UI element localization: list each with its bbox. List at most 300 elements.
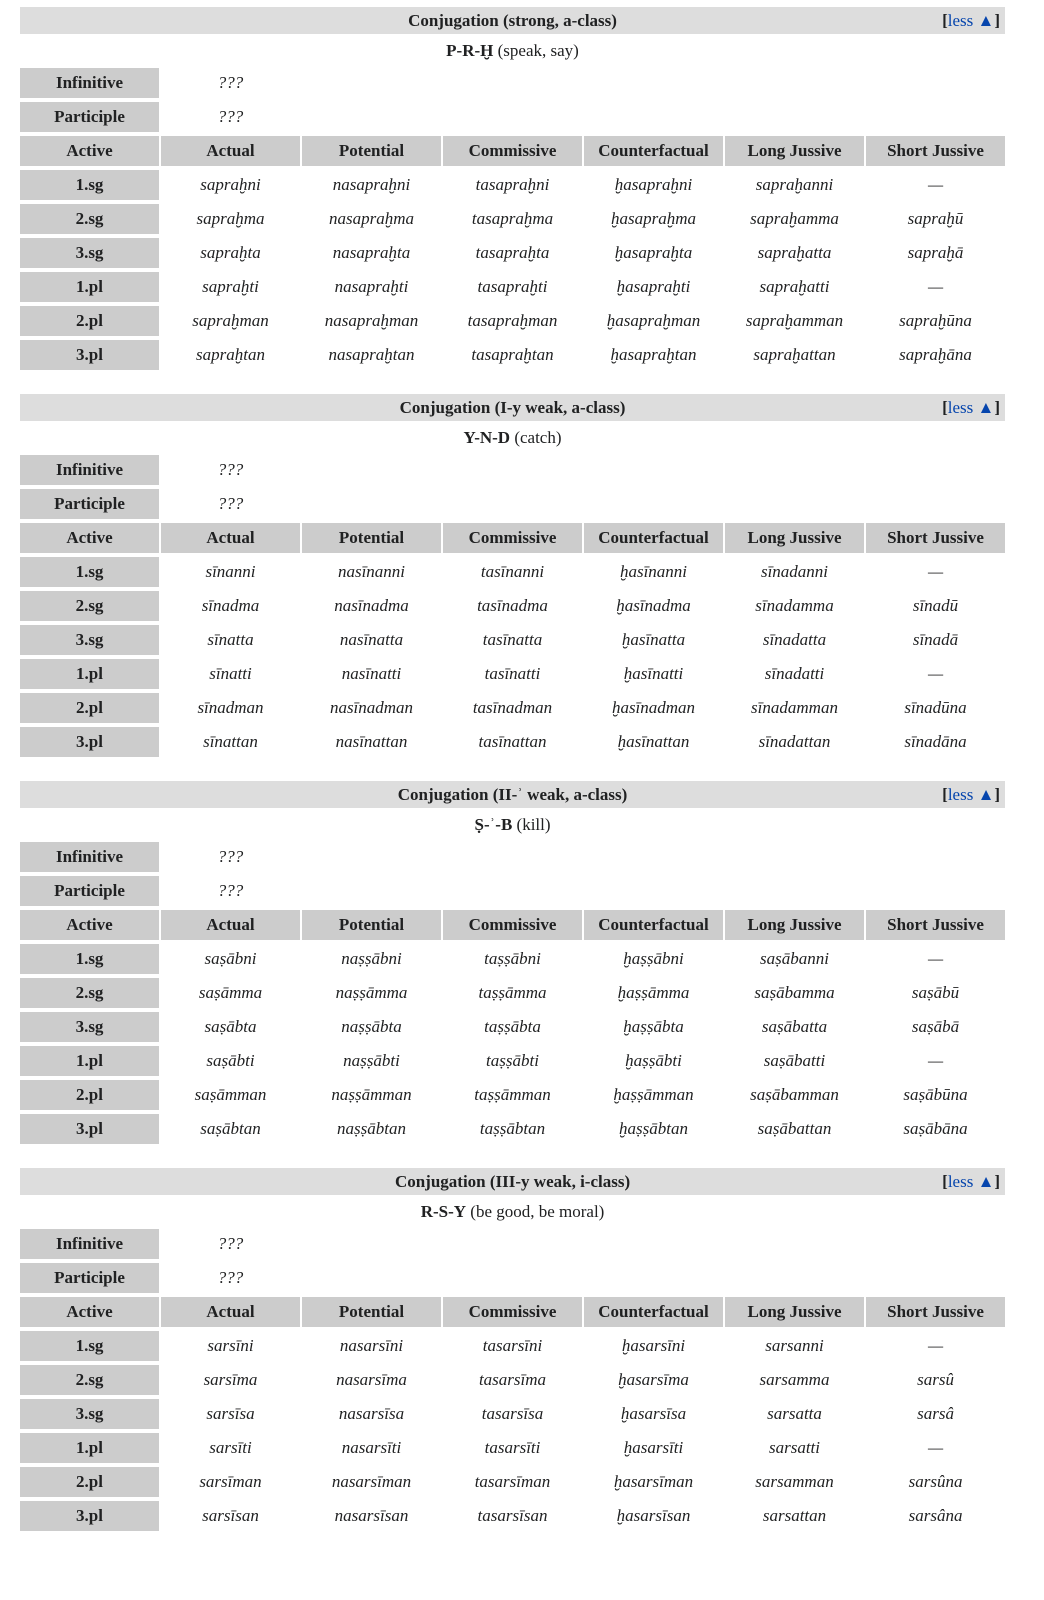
verb-form: saṣābamma <box>754 983 835 1002</box>
verb-form: saṣāmman <box>194 1085 267 1104</box>
verb-form: ḫasarsīma <box>618 1370 689 1389</box>
triangle-up-icon[interactable]: ▲ <box>977 11 995 30</box>
verb-form: sīnanni <box>205 562 256 581</box>
active-label: Active <box>20 523 159 553</box>
person-label: 2.pl <box>20 306 159 336</box>
verb-form: tasīnanni <box>480 562 545 581</box>
column-header-row <box>20 136 1005 166</box>
column-header: Potential <box>302 136 441 166</box>
person-row <box>20 659 1005 689</box>
person-row <box>20 1433 1005 1463</box>
column-header: Commissive <box>443 1297 582 1327</box>
verb-form: nasapraḫma <box>328 209 414 228</box>
verb-form: sarsīma <box>203 1370 258 1389</box>
table-title <box>20 7 1005 34</box>
verb-form: — <box>927 1051 944 1070</box>
column-header: Potential <box>302 523 441 553</box>
verb-form: tasarsīni <box>482 1336 543 1355</box>
verb-form: naṣṣāmma <box>335 983 408 1002</box>
verb-form: saṣābta <box>204 1017 257 1036</box>
table-title-text: Conjugation (II-ʾ weak, a-class) <box>397 784 628 804</box>
column-header: Actual <box>161 910 300 940</box>
participle-label: Participle <box>20 102 159 132</box>
verb-form: — <box>927 562 944 581</box>
verb-form: sīnadāna <box>904 732 967 751</box>
person-row <box>20 1046 1005 1076</box>
participle-value: ??? <box>217 1268 244 1287</box>
verb-form: sarsanni <box>765 1336 824 1355</box>
verb-form: ḫasarsīsa <box>620 1404 687 1423</box>
verb-form: ḫaṣṣāmma <box>617 983 690 1002</box>
table-title <box>20 394 1005 421</box>
person-row <box>20 693 1005 723</box>
person-row <box>20 727 1005 757</box>
verb-form: sīnadatta <box>762 630 827 649</box>
column-header-row <box>20 910 1005 940</box>
verb-form: sarsamman <box>755 1472 834 1491</box>
verb-form: sarsīsa <box>206 1404 255 1423</box>
verb-form: nasīnatti <box>341 664 402 683</box>
person-row <box>20 1501 1005 1531</box>
verb-form: tasapraḫtan <box>471 345 554 364</box>
participle-label: Participle <box>20 489 159 519</box>
verb-form: ḫasapraḫta <box>614 243 693 262</box>
infinitive-value: ??? <box>217 460 244 479</box>
person-row <box>20 170 1005 200</box>
collapse-toggle[interactable]: [less ▲] <box>942 398 1001 417</box>
verb-form: sīnadattan <box>758 732 831 751</box>
participle-value: ??? <box>217 107 244 126</box>
verb-form: saṣābū <box>911 983 960 1002</box>
person-label: 1.pl <box>20 1433 159 1463</box>
person-label: 3.sg <box>20 1399 159 1429</box>
infinitive-row <box>20 842 1005 872</box>
verb-form: sapraḫattan <box>753 345 836 364</box>
verb-form: saṣābamman <box>750 1085 839 1104</box>
person-row <box>20 204 1005 234</box>
triangle-up-icon[interactable]: ▲ <box>977 1172 995 1191</box>
person-label: 1.pl <box>20 1046 159 1076</box>
verb-form: ḫasarsīman <box>613 1472 694 1491</box>
person-row <box>20 272 1005 302</box>
active-label: Active <box>20 1297 159 1327</box>
verb-form: nasapraḫti <box>334 277 409 296</box>
verb-form: sarsû <box>917 1370 954 1389</box>
person-row <box>20 1467 1005 1497</box>
verb-form: ḫaṣṣābta <box>623 1017 684 1036</box>
verb-form: ḫaṣṣābni <box>623 949 684 968</box>
empty-cell <box>302 876 1005 906</box>
empty-cell <box>302 842 1005 872</box>
infinitive-label: Infinitive <box>20 68 159 98</box>
verb-form: sapraḫma <box>196 209 265 228</box>
less-link[interactable]: less <box>947 398 974 417</box>
verb-form: nasarsīni <box>339 1336 404 1355</box>
person-label: 3.sg <box>20 238 159 268</box>
table-title-text: Conjugation (strong, a-class) <box>408 10 617 30</box>
verb-form: sīnadūna <box>904 698 967 717</box>
verb-form: sarsīman <box>199 1472 262 1491</box>
verb-form: saṣābā <box>911 1017 960 1036</box>
verb-form: sīnadā <box>912 630 959 649</box>
person-label: 1.sg <box>20 1331 159 1361</box>
title-row <box>20 1168 1005 1195</box>
person-label: 3.sg <box>20 625 159 655</box>
verb-form: — <box>927 949 944 968</box>
root-gloss: (be good, be moral) <box>466 1202 605 1221</box>
verb-form: saṣābni <box>204 949 257 968</box>
verb-form: saṣābti <box>206 1051 255 1070</box>
title-row <box>20 7 1005 34</box>
column-header: Actual <box>161 1297 300 1327</box>
verb-root <box>20 425 1005 451</box>
root-gloss: (speak, say) <box>493 41 579 60</box>
column-header: Potential <box>302 910 441 940</box>
verb-form: nasarsīsan <box>334 1506 409 1525</box>
person-row <box>20 1080 1005 1110</box>
verb-form: sapraḫni <box>200 175 261 194</box>
person-row <box>20 978 1005 1008</box>
verb-form: sīnadman <box>197 698 264 717</box>
verb-form: ḫasarsīni <box>621 1336 686 1355</box>
participle-row <box>20 1263 1005 1293</box>
verb-form: taṣṣāmma <box>478 983 547 1002</box>
verb-form: — <box>927 277 944 296</box>
person-label: 2.pl <box>20 693 159 723</box>
verb-form: sapraḫatta <box>757 243 832 262</box>
verb-form: sīnadatti <box>764 664 825 683</box>
verb-form: sarsattan <box>762 1506 827 1525</box>
conjugation-table <box>18 390 1007 761</box>
person-label: 3.sg <box>20 1012 159 1042</box>
infinitive-value: ??? <box>217 847 244 866</box>
verb-form: ḫasapraḫni <box>614 175 693 194</box>
person-label: 3.pl <box>20 340 159 370</box>
column-header: Short Jussive <box>866 1297 1005 1327</box>
verb-form: sīnattan <box>203 732 258 751</box>
verb-form: sarsûna <box>908 1472 963 1491</box>
person-row <box>20 625 1005 655</box>
empty-cell <box>302 489 1005 519</box>
empty-cell <box>302 455 1005 485</box>
root-letters: P-R-Ḫ <box>446 41 494 60</box>
person-label: 1.sg <box>20 557 159 587</box>
less-link[interactable]: less <box>947 11 974 30</box>
conjugation-table <box>18 777 1007 1148</box>
verb-form: sapraḫta <box>200 243 261 262</box>
verb-form: naṣṣābni <box>341 949 402 968</box>
conjugation-table <box>18 3 1007 374</box>
infinitive-label: Infinitive <box>20 455 159 485</box>
verb-form: saṣābattan <box>757 1119 832 1138</box>
verb-form: sīnadamma <box>755 596 834 615</box>
person-row <box>20 238 1005 268</box>
verb-form: sapraḫtan <box>196 345 265 364</box>
verb-root <box>20 1199 1005 1225</box>
collapse-toggle[interactable]: [less ▲] <box>942 11 1001 30</box>
verb-form: tasarsīsa <box>481 1404 544 1423</box>
verb-form: saṣābatti <box>763 1051 826 1070</box>
verb-form: taṣṣābta <box>484 1017 541 1036</box>
participle-value: ??? <box>217 494 244 513</box>
verb-form: naṣṣābti <box>343 1051 400 1070</box>
person-label: 2.pl <box>20 1080 159 1110</box>
person-label: 1.sg <box>20 944 159 974</box>
root-row <box>20 812 1005 838</box>
verb-form: tasarsīma <box>478 1370 547 1389</box>
column-header: Counterfactual <box>584 910 723 940</box>
participle-row <box>20 876 1005 906</box>
verb-form: saṣābūna <box>903 1085 968 1104</box>
verb-form: nasīnattan <box>335 732 408 751</box>
verb-form: ḫasīnanni <box>619 562 688 581</box>
person-row <box>20 1331 1005 1361</box>
verb-form: saṣāmma <box>198 983 263 1002</box>
verb-form: sapraḫamman <box>745 311 844 330</box>
active-label: Active <box>20 136 159 166</box>
verb-form: — <box>927 1438 944 1457</box>
person-label: 1.pl <box>20 659 159 689</box>
verb-form: sarsatti <box>768 1438 821 1457</box>
column-header-row <box>20 1297 1005 1327</box>
verb-form: taṣṣābni <box>484 949 541 968</box>
person-row <box>20 306 1005 336</box>
triangle-up-icon[interactable]: ▲ <box>977 398 995 417</box>
verb-form: tasīnadma <box>477 596 548 615</box>
verb-form: sapraḫāna <box>899 345 972 364</box>
participle-label: Participle <box>20 876 159 906</box>
verb-form: taṣṣāmman <box>474 1085 551 1104</box>
infinitive-row <box>20 455 1005 485</box>
verb-form: ḫasīnatti <box>623 664 684 683</box>
verb-form: sīnatti <box>209 664 252 683</box>
person-row <box>20 340 1005 370</box>
column-header: Long Jussive <box>725 136 864 166</box>
verb-form: saṣābāna <box>903 1119 968 1138</box>
participle-row <box>20 489 1005 519</box>
column-header: Counterfactual <box>584 523 723 553</box>
title-row <box>20 781 1005 808</box>
verb-form: naṣṣābtan <box>337 1119 406 1138</box>
verb-form: nasīnadman <box>329 698 414 717</box>
column-header: Long Jussive <box>725 1297 864 1327</box>
verb-form: ḫasīnattan <box>617 732 690 751</box>
verb-form: tasapraḫman <box>467 311 558 330</box>
root-gloss: (catch) <box>510 428 562 447</box>
verb-form: ḫasīnadman <box>611 698 696 717</box>
active-label: Active <box>20 910 159 940</box>
column-header: Actual <box>161 136 300 166</box>
column-header: Short Jussive <box>866 136 1005 166</box>
verb-form: sarsâ <box>917 1404 954 1423</box>
column-header: Actual <box>161 523 300 553</box>
person-row <box>20 1114 1005 1144</box>
verb-form: saṣābanni <box>760 949 829 968</box>
verb-form: tasarsīti <box>484 1438 541 1457</box>
column-header: Commissive <box>443 523 582 553</box>
verb-form: tasapraḫta <box>475 243 550 262</box>
table-title <box>20 1168 1005 1195</box>
root-letters: Y-N-D <box>463 428 511 447</box>
verb-form: sapraḫti <box>202 277 259 296</box>
verb-form: sarsīti <box>209 1438 252 1457</box>
table-title <box>20 781 1005 808</box>
verb-form: sapraḫā <box>907 243 964 262</box>
verb-form: tasapraḫma <box>471 209 554 228</box>
empty-cell <box>302 68 1005 98</box>
verb-form: tasapraḫni <box>475 175 550 194</box>
verb-form: sarsamma <box>759 1370 830 1389</box>
verb-root <box>20 812 1005 838</box>
verb-form: saṣābatta <box>761 1017 828 1036</box>
participle-label: Participle <box>20 1263 159 1293</box>
title-row <box>20 394 1005 421</box>
verb-form: — <box>927 1336 944 1355</box>
verb-form: sarsâna <box>908 1506 963 1525</box>
root-gloss: (kill) <box>512 815 551 834</box>
column-header: Counterfactual <box>584 1297 723 1327</box>
collapse-toggle[interactable]: [less ▲] <box>942 785 1001 804</box>
person-row <box>20 944 1005 974</box>
verb-root <box>20 38 1005 64</box>
verb-form: sapraḫman <box>192 311 269 330</box>
collapse-toggle[interactable]: [less ▲] <box>942 1172 1001 1191</box>
infinitive-label: Infinitive <box>20 842 159 872</box>
verb-form: nasapraḫman <box>324 311 419 330</box>
infinitive-label: Infinitive <box>20 1229 159 1259</box>
verb-form: ḫasapraḫman <box>606 311 701 330</box>
person-label: 1.pl <box>20 272 159 302</box>
verb-form: tasarsīsan <box>477 1506 548 1525</box>
verb-form: sīnadanni <box>760 562 829 581</box>
verb-form: — <box>927 664 944 683</box>
table-title-text: Conjugation (I-y weak, a-class) <box>399 397 626 417</box>
verb-form: ḫaṣṣābti <box>625 1051 682 1070</box>
column-header: Counterfactual <box>584 136 723 166</box>
verb-form: ḫasarsīti <box>623 1438 684 1457</box>
column-header: Long Jussive <box>725 910 864 940</box>
infinitive-value: ??? <box>217 73 244 92</box>
participle-row <box>20 102 1005 132</box>
root-letters: R-S-Y <box>420 1202 467 1221</box>
root-row <box>20 38 1005 64</box>
conjugation-table <box>18 1164 1007 1535</box>
verb-form: ḫasīnatta <box>621 630 686 649</box>
verb-form: tasīnatti <box>484 664 541 683</box>
triangle-up-icon[interactable]: ▲ <box>977 785 995 804</box>
column-header: Short Jussive <box>866 910 1005 940</box>
verb-form: nasarsīsa <box>338 1404 405 1423</box>
verb-form: sīnadamman <box>751 698 838 717</box>
person-label: 2.sg <box>20 591 159 621</box>
table-title-text: Conjugation (III-y weak, i-class) <box>394 1171 631 1191</box>
verb-form: taṣṣābtan <box>479 1119 546 1138</box>
column-header-row <box>20 523 1005 553</box>
verb-form: ḫaṣṣābtan <box>619 1119 688 1138</box>
person-row <box>20 591 1005 621</box>
root-row <box>20 425 1005 451</box>
verb-form: sīnadma <box>201 596 260 615</box>
person-row <box>20 557 1005 587</box>
verb-form: saṣābtan <box>200 1119 261 1138</box>
verb-form: nasapraḫtan <box>328 345 415 364</box>
person-label: 2.sg <box>20 1365 159 1395</box>
person-row <box>20 1012 1005 1042</box>
verb-form: nasīnanni <box>337 562 406 581</box>
verb-form: sīnadū <box>912 596 959 615</box>
verb-form: nasapraḫta <box>332 243 411 262</box>
column-header: Long Jussive <box>725 523 864 553</box>
verb-form: ḫasapraḫti <box>616 277 691 296</box>
person-label: 1.sg <box>20 170 159 200</box>
verb-form: sarsatta <box>767 1404 822 1423</box>
person-label: 2.pl <box>20 1467 159 1497</box>
root-letters: Ṣ-ʾ-B <box>474 815 513 834</box>
verb-form: nasīnatta <box>339 630 404 649</box>
verb-form: naṣṣābta <box>341 1017 402 1036</box>
verb-form: ḫaṣṣāmman <box>613 1085 694 1104</box>
verb-form: sapraḫatti <box>759 277 830 296</box>
person-label: 3.pl <box>20 1114 159 1144</box>
verb-form: tasīnatta <box>482 630 543 649</box>
person-label: 3.pl <box>20 1501 159 1531</box>
verb-form: ḫasarsīsan <box>616 1506 691 1525</box>
column-header: Potential <box>302 1297 441 1327</box>
infinitive-row <box>20 1229 1005 1259</box>
verb-form: sīnatta <box>207 630 254 649</box>
verb-form: ḫasapraḫma <box>610 209 696 228</box>
verb-form: — <box>927 175 944 194</box>
person-row <box>20 1399 1005 1429</box>
less-link[interactable]: less <box>947 1172 974 1191</box>
verb-form: nasapraḫni <box>332 175 411 194</box>
verb-form: sarsīsan <box>202 1506 259 1525</box>
verb-form: sapraḫūna <box>899 311 972 330</box>
person-label: 2.sg <box>20 978 159 1008</box>
verb-form: nasīnadma <box>334 596 409 615</box>
empty-cell <box>302 1263 1005 1293</box>
less-link[interactable]: less <box>947 785 974 804</box>
empty-cell <box>302 1229 1005 1259</box>
verb-form: sarsīni <box>207 1336 254 1355</box>
column-header: Short Jussive <box>866 523 1005 553</box>
person-label: 2.sg <box>20 204 159 234</box>
column-header: Commissive <box>443 910 582 940</box>
empty-cell <box>302 102 1005 132</box>
verb-form: nasarsīma <box>336 1370 407 1389</box>
infinitive-row <box>20 68 1005 98</box>
verb-form: tasarsīman <box>474 1472 551 1491</box>
verb-form: tasapraḫti <box>477 277 548 296</box>
verb-form: sapraḫamma <box>750 209 839 228</box>
verb-form: naṣṣāmman <box>331 1085 412 1104</box>
verb-form: tasīnattan <box>478 732 547 751</box>
verb-form: ḫasapraḫtan <box>610 345 697 364</box>
participle-value: ??? <box>217 881 244 900</box>
verb-form: taṣṣābti <box>486 1051 539 1070</box>
verb-form: nasarsīti <box>341 1438 402 1457</box>
column-header: Commissive <box>443 136 582 166</box>
infinitive-value: ??? <box>217 1234 244 1253</box>
root-row <box>20 1199 1005 1225</box>
verb-form: sapraḫū <box>907 209 964 228</box>
person-row <box>20 1365 1005 1395</box>
verb-form: nasarsīman <box>331 1472 412 1491</box>
person-label: 3.pl <box>20 727 159 757</box>
verb-form: sapraḫanni <box>755 175 834 194</box>
verb-form: ḫasīnadma <box>616 596 691 615</box>
verb-form: tasīnadman <box>472 698 553 717</box>
